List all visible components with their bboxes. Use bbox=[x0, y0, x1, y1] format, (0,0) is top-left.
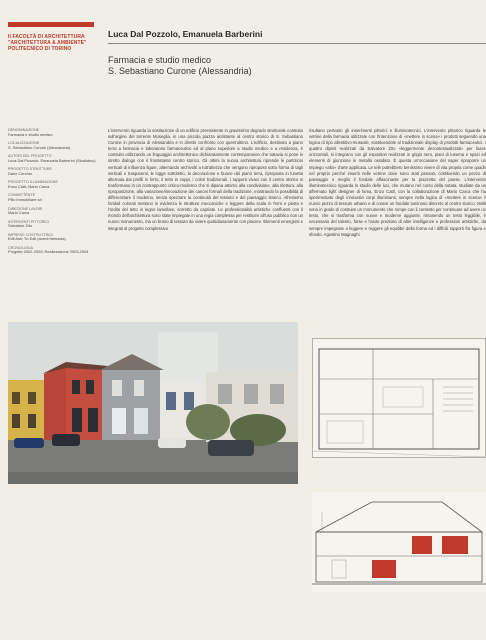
credit-value: Luca Dal Pozzolo, Emanuela Barberini (Studioboc) bbox=[8, 157, 96, 163]
body-column-2 bbox=[309, 128, 486, 324]
faculty-heading bbox=[8, 34, 100, 52]
credit-entry bbox=[8, 180, 100, 189]
body-paragraph: L'intervento riguarda la sostituzione di un edificio preesistente in gravissimo degrado strutturale costruito sull'argine del torrente Museglia, in una piccola piazza antistante al centro storico di S. Sebastiano Curone in provincia di Alessandria e in diretto confronto con quest'ultimo. L'edificio, destinato a piano terra a farmacia e laboratorio farmaceutico ed al piano superiore a studio medico e a residenza, è costruito utilizzando un linguaggio architettonico dichiaratamente contemporaneo che tuttavia si pone in stretto dialogo con il frontistante centro storico. Gli ottimi la nuova architettura riprende le partizioni verticali di influenza ligure, alternando archivolti a tutt'altezza che vengono riproposti sotto forma di tagli verticali e trasparenti, le logge sottotetto, la decorazione e buone del piano terra, riproposta in lunetta alternata dai profili in ferro, il tetto in coppi, i colori tradizionali. I rapporti vivaci con il centro storico si trasformano in un contrappunto critico-moderno che si dipana attorno alla condivisione, alla rilettura, alla riproposizione, alla variazione/innovazione dei canoni formali della tradizione, mostrando la possibilità di differenziare il moderno, senza spezzare la continuità del tessuto e del paesaggio storico. All'esterno fondali colorati mettono in evidenza le strutture meccaniche e leggere della scala in ferro e pietra e l'ordito del tetto in legno lamellare, sorretto da capriate. Le professionalità artistiche confluenti con il mondo dell'architettura sono state impiegate in una regia complessa per restituire all'uso pubblico non un nuovo monumento, ma un brano di tessuto da vivere quotidianamente con piacere. Elementi emergenti e integrati al progetto complessivo bbox=[108, 128, 303, 231]
title-line: Farmacia e studio medico bbox=[108, 55, 212, 65]
title-line: S. Sebastiano Curone (Alessandria) bbox=[108, 66, 252, 76]
credit-value: Dario Cerchio bbox=[8, 170, 32, 176]
credit-value: S. Sebastiano Curone (Alessandria) bbox=[8, 144, 71, 150]
body-paragraph: risultano pertanto gli inserimenti pittorici e illuminotecnici. L'intervento pittorico riguarda le vetrine della farmacia utilizzate con l'intenzione di «mettere in scena» i prodotti seguendo una logica di tipo allestitivo-museale, sostituendole al tradizionale display di prodotti farmaceutici. I quattro dipinti realizzati da Salvatore Zito «leggermente decontestualizzati» per fasce orizzontali, si integrano con gli espositori realizzati in grigio nero, piani di luserna e spazi ed elementi di giunzione in metallo ossidato. È questa un'occasione del saper riproporre un impiego «alto» d'arte applicata. Le tele potrebbero benissimo vivere di vita propria come quadri nel proprio perché inseriti nelle vetrine dove sono stati pensati, costituendo un pezzo di paesaggio o meglio il fondale affascinante per la piazzetta del paese. L'intervento illuminotecnico riguarda lo studio delle luci, che mutano nel corso della notata, studiate da un affermato light designer di fama, Enzo Catti, con la collaborazione di Mario Carca che ha sperimentato degli innovativi corpi illuminanti, sempre nella logica di «mettere in scena» il nuovo pezzo di tessuto urbano e di creare un fondale luminoso discreto al centro storico. Molti sono in grado di costruire un monumento che rompe con il contesto per continuare ad avere un testo, che si trasforma con nuove e moderne aggiunte, rimanendo un testo leggibile, è necessario del talento, forse e l'aiuto prezioso di altre intelligenze e professioni artistiche, da sempre impegnate a leggere e reggere gli equilibri della forma ed i difficili rapporti fra figura e sfondo. Agostino Magnaghi bbox=[309, 128, 486, 237]
credit-label: CRONOLOGIA bbox=[8, 245, 33, 250]
article-authors: Luca Dal Pozzolo, Emanuela Barberini bbox=[108, 29, 263, 39]
credit-entry bbox=[8, 167, 100, 176]
header-divider bbox=[108, 43, 486, 44]
faculty-line: II FACOLTÀ DI ARCHITETTURA bbox=[8, 34, 85, 40]
credit-label: DENOMINAZIONE bbox=[8, 128, 40, 132]
credit-entry bbox=[8, 246, 100, 255]
credit-entry bbox=[8, 207, 100, 216]
credit-entry bbox=[8, 233, 100, 242]
credit-value: Mario Carca bbox=[8, 210, 30, 216]
credit-label: DIREZIONE LAVORI bbox=[8, 206, 43, 211]
credit-entry bbox=[8, 220, 100, 229]
credit-value: Pillo Immobiliare srl bbox=[8, 196, 42, 202]
body-column-1 bbox=[108, 128, 303, 324]
credit-entry bbox=[8, 141, 100, 150]
credit-entry bbox=[8, 193, 100, 202]
credit-label: IMPRESE COSTRUTTRICI bbox=[8, 232, 54, 237]
credit-label: INTERVENTI PITTORICI bbox=[8, 219, 50, 224]
credit-value: Farmacia e studio medico bbox=[8, 131, 53, 137]
building-photo bbox=[8, 322, 298, 484]
faculty-accent-bar bbox=[8, 22, 94, 27]
credit-label: AUTORI DEL PROGETTO bbox=[8, 154, 52, 159]
credit-value: Progetto 2002-2003; Realizzazione 2003-2004 bbox=[8, 249, 89, 255]
project-credits bbox=[8, 128, 100, 259]
credit-value: Edil Asti; Tri-Edil (arredi farmacia) bbox=[8, 236, 66, 242]
floor-plan-drawing bbox=[312, 338, 486, 458]
article-title bbox=[108, 55, 408, 77]
faculty-line: "ARCHITETTURA & AMBIENTE" bbox=[8, 40, 87, 46]
credit-value: Salvatore Zito bbox=[8, 223, 33, 229]
credit-entry bbox=[8, 128, 100, 137]
faculty-line: POLITECNICO DI TORINO bbox=[8, 46, 72, 52]
credit-label: PROGETTO ILLUMINAZIONE bbox=[8, 180, 58, 185]
credit-entry bbox=[8, 154, 100, 163]
credit-label: LOCALIZZAZIONE bbox=[8, 141, 40, 146]
credit-value: Enzo Catti, Mario Carca bbox=[8, 183, 50, 189]
credit-label: COMMITTENTE bbox=[8, 193, 36, 198]
section-drawing bbox=[312, 492, 486, 592]
credit-label: PROGETTO STRUTTURE bbox=[8, 167, 52, 172]
